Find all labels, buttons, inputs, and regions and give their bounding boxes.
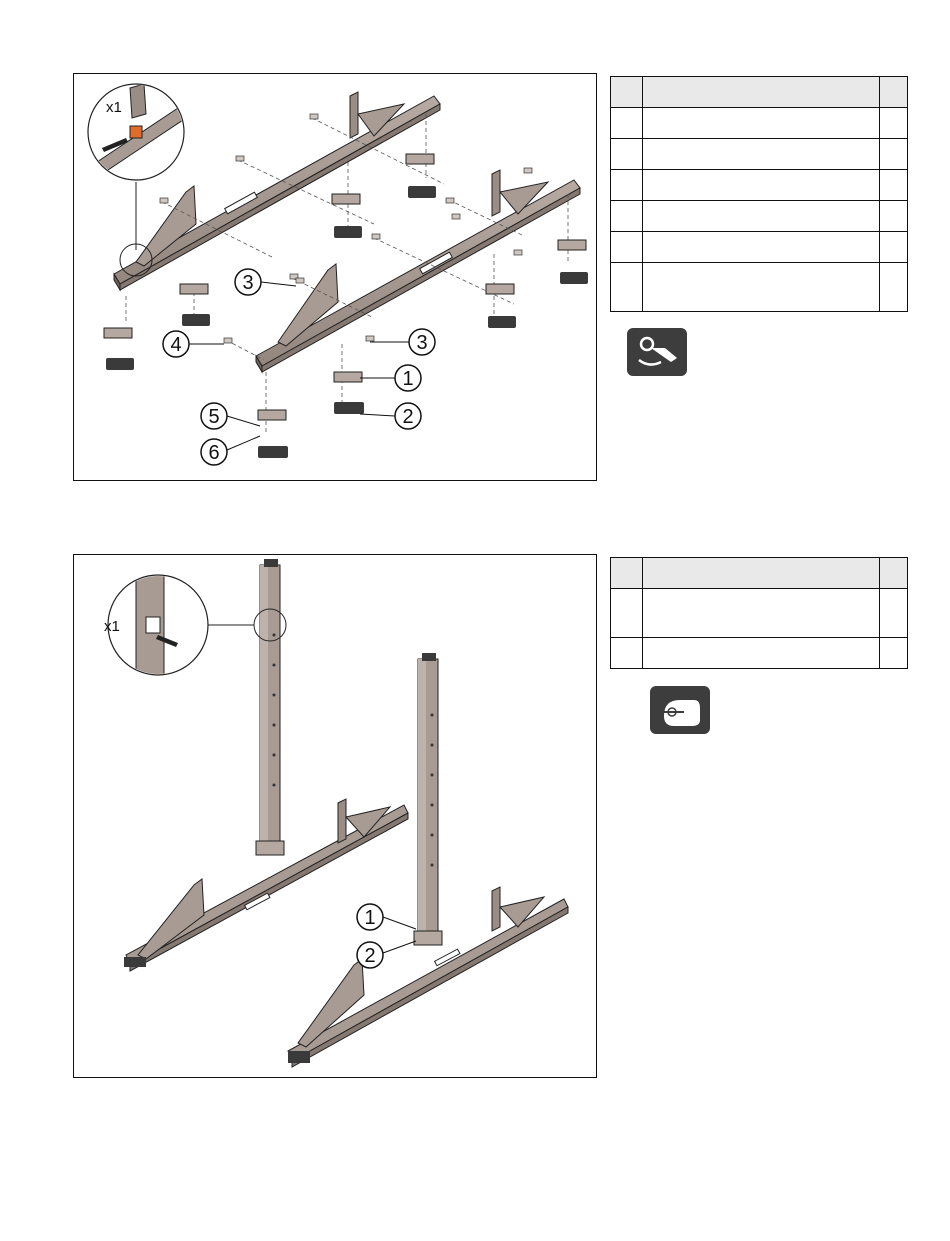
rear-upright-post [254, 559, 286, 855]
callout-4 [163, 331, 224, 357]
table-row [611, 108, 908, 139]
step1-parts-table [610, 76, 908, 312]
svg-text:1: 1 [402, 368, 414, 390]
table-row [611, 170, 908, 201]
step2-illustration [74, 555, 598, 1079]
table-row [611, 263, 908, 312]
step2-diagram [73, 554, 597, 1078]
callout-3-right [370, 329, 435, 355]
callout-2 [360, 403, 421, 429]
svg-text:2: 2 [402, 406, 414, 428]
callout-1 [360, 365, 421, 391]
svg-text:3: 3 [416, 332, 428, 354]
table-row [611, 638, 908, 669]
table-row [611, 139, 908, 170]
table-header-row [611, 558, 908, 589]
callout-qty: x1 [106, 99, 122, 116]
table-row [611, 232, 908, 263]
table-row [611, 201, 908, 232]
table-header-row [611, 77, 908, 108]
callout-6 [201, 436, 260, 465]
svg-text:1: 1 [364, 907, 376, 929]
callout-2 [357, 941, 416, 968]
step2-parts-table [610, 557, 908, 669]
callout-5 [201, 403, 260, 429]
svg-text:6: 6 [208, 442, 220, 464]
callout-qty: x1 [104, 618, 120, 635]
svg-text:3: 3 [242, 272, 254, 294]
front-upright-post [414, 653, 442, 945]
step1-illustration [74, 74, 598, 482]
table-row [611, 589, 908, 638]
svg-text:2: 2 [364, 945, 376, 967]
step1-diagram [73, 73, 597, 481]
svg-text:4: 4 [170, 334, 182, 356]
hand-tighten-icon [650, 686, 710, 734]
callout-3-left [235, 269, 296, 295]
svg-text:5: 5 [208, 406, 220, 428]
callout-1 [357, 904, 416, 930]
wrench-icon [627, 328, 687, 376]
